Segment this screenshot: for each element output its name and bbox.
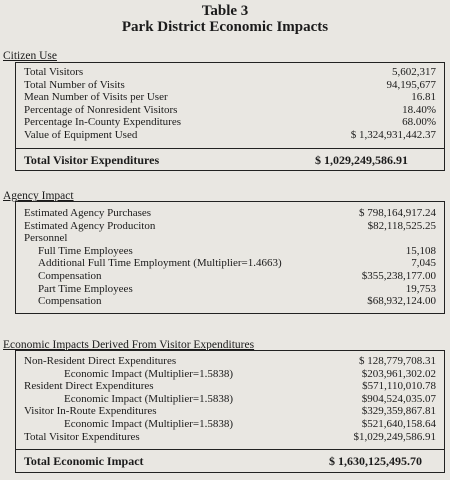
- row-label: Compensation: [38, 295, 102, 308]
- row-label: Economic Impact (Multiplier=1.5838): [64, 392, 234, 405]
- row-value: 68.00%: [402, 116, 436, 129]
- row-value: $ 128,779,708.31: [359, 355, 436, 367]
- row-label: Mean Number of Visits per User: [24, 91, 168, 104]
- table-row: [24, 355, 436, 368]
- agency-impact-box: [15, 201, 445, 314]
- row-label: Compensation: [38, 269, 102, 282]
- row-value: $203,961,302.02: [361, 367, 436, 380]
- row-value: $571,110,010.78: [362, 380, 436, 393]
- table-row: [24, 116, 436, 129]
- table-row: [24, 431, 436, 444]
- citizen-use-heading: Citizen Use: [3, 50, 57, 62]
- row-label: Economic Impact (Multiplier=1.5838): [64, 417, 234, 430]
- total-label: Total Economic Impact: [24, 454, 144, 469]
- row-label: Personnel: [24, 232, 68, 245]
- row-value: $329,359,867.81: [361, 405, 436, 418]
- row-value: $904,524,035.07: [361, 392, 436, 405]
- table-row: [24, 79, 436, 92]
- row-label: Total Visitor Expenditures: [24, 430, 140, 443]
- table-row: [24, 283, 436, 296]
- table-row: [24, 232, 436, 245]
- table-row: [24, 368, 436, 381]
- table-row: [24, 418, 436, 431]
- table-row: [24, 220, 436, 233]
- row-label: Estimated Agency Purchases: [24, 207, 152, 219]
- row-value: $355,238,177.00: [361, 269, 436, 282]
- row-value: $68,932,124.00: [367, 295, 436, 308]
- row-label: Estimated Agency Produciton: [24, 219, 156, 232]
- table-row: [24, 129, 436, 142]
- row-value: 19,753: [405, 282, 436, 295]
- row-value: 94,195,677: [386, 78, 436, 91]
- row-value: 18.40%: [402, 103, 436, 116]
- table-row: [24, 270, 436, 283]
- total-value: $ 1,029,249,586.91: [315, 152, 408, 167]
- table-row: [24, 380, 436, 393]
- table-title: Park District Economic Impacts: [121, 19, 329, 35]
- row-value: 16.81: [411, 91, 436, 104]
- economic-impacts-heading: Economic Impacts Derived From Visitor Expenditures: [3, 339, 255, 351]
- row-value: 5,602,317: [392, 66, 436, 78]
- row-label: Total Number of Visits: [24, 78, 125, 91]
- table-row: [24, 245, 436, 258]
- row-label: Resident Direct Expenditures: [24, 380, 154, 393]
- grand-total-row: [16, 450, 444, 472]
- row-label: Total Visitors: [24, 66, 84, 78]
- row-label: Percentage of Nonresident Visitors: [24, 103, 178, 116]
- row-label: Non-Resident Direct Expenditures: [24, 355, 177, 367]
- table-number: Table 3: [201, 3, 249, 19]
- table-row: [24, 104, 436, 117]
- total-label: Total Visitor Expenditures: [24, 152, 160, 167]
- agency-impact-heading: Agency Impact: [3, 190, 74, 202]
- row-label: Percentage In-County Expenditures: [24, 116, 182, 129]
- economic-impacts-box: [15, 350, 445, 473]
- row-value: $ 798,164,917.24: [359, 207, 436, 219]
- table-row: [24, 393, 436, 406]
- table-row: [24, 405, 436, 418]
- row-value: $ 1,324,931,442.37: [350, 128, 436, 141]
- row-label: Part Time Employees: [38, 282, 133, 295]
- row-label: Additional Full Time Employment (Multiplier=1.4663): [38, 257, 282, 270]
- table-row: [24, 295, 436, 308]
- row-value: 15,108: [405, 244, 436, 257]
- table-row: [24, 207, 436, 220]
- row-label: Visitor In-Route Expenditures: [24, 405, 157, 418]
- row-label: Economic Impact (Multiplier=1.5838): [64, 367, 234, 380]
- row-value: $521,640,158.64: [361, 417, 436, 430]
- table-row: [24, 66, 436, 79]
- row-value: 7,045: [411, 257, 436, 270]
- row-value: $82,118,525.25: [367, 219, 436, 232]
- table-row: [24, 257, 436, 270]
- row-label: Value of Equipment Used: [24, 128, 138, 141]
- citizen-use-box: [15, 62, 445, 171]
- table-row: [24, 91, 436, 104]
- total-value: $ 1,630,125,495.70: [329, 454, 422, 469]
- row-label: Full Time Employees: [38, 244, 133, 257]
- row-value: $1,029,249,586.91: [353, 430, 436, 443]
- total-row: [16, 149, 444, 171]
